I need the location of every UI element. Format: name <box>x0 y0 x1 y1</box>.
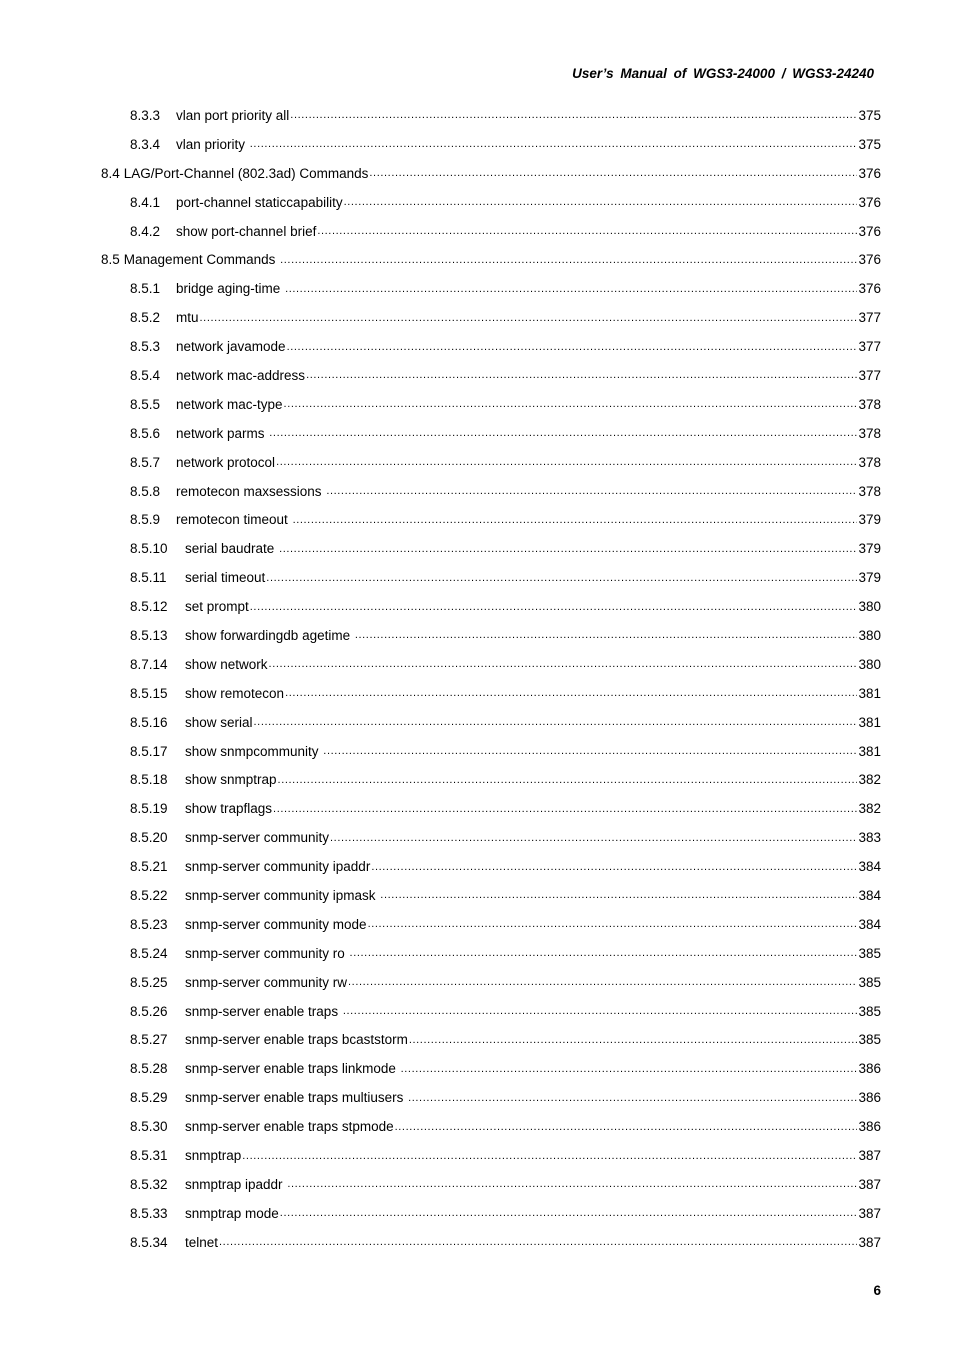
toc-entry-title: snmp-server community ipmask <box>185 887 380 903</box>
toc-dot-leader <box>280 1207 858 1219</box>
toc-entry-number: 8.5.13 <box>130 627 168 643</box>
toc-entry-page: 376 <box>858 194 881 210</box>
toc-entry[interactable] <box>101 390 881 419</box>
toc-entry-title: network parms <box>176 425 269 441</box>
toc-entry[interactable] <box>101 737 881 766</box>
toc-entry-page: 380 <box>858 599 881 615</box>
toc-entry-number: 8.5.23 <box>130 916 168 932</box>
toc-dot-leader <box>280 254 857 266</box>
toc-dot-leader <box>306 369 857 381</box>
toc-entry-page: 378 <box>858 425 881 441</box>
toc-entry[interactable] <box>101 534 881 563</box>
toc-dot-leader <box>285 687 857 699</box>
toc-entry-number: 8.7.14 <box>130 656 168 672</box>
toc-dot-leader <box>326 485 857 497</box>
toc-entry-number: 8.5.4 <box>130 367 161 383</box>
toc-entry[interactable] <box>101 361 881 390</box>
toc-entry-number: 8.4 <box>101 165 120 181</box>
toc-dot-leader <box>273 803 857 815</box>
toc-entry-number: 8.5.26 <box>130 1003 168 1019</box>
toc-dot-leader <box>380 889 857 901</box>
toc-entry-page: 387 <box>858 1148 881 1163</box>
toc-entry[interactable] <box>101 1170 881 1199</box>
toc-entry[interactable] <box>101 101 881 130</box>
toc-entry-page: 376 <box>858 223 881 239</box>
toc-entry-title: Management Commands <box>123 252 280 268</box>
toc-entry[interactable] <box>101 245 881 274</box>
page-number: 6 <box>873 1283 881 1298</box>
toc-entry-number: 8.4.1 <box>130 194 161 210</box>
toc-entry-title: snmptrap mode <box>185 1205 279 1221</box>
toc-dot-leader <box>350 947 858 959</box>
toc-entry-number: 8.5.12 <box>130 599 168 615</box>
toc-entry-page: 376 <box>858 281 881 297</box>
toc-entry-page: 381 <box>858 685 881 701</box>
toc-entry-title: snmp-server community <box>185 830 330 846</box>
toc-entry-title: snmptrap <box>185 1148 242 1163</box>
toc-dot-leader <box>285 283 857 295</box>
toc-dot-leader <box>368 918 858 930</box>
toc-entry-page: 378 <box>858 483 881 499</box>
toc-entry-title: snmp-server enable traps stpmode <box>185 1119 394 1135</box>
toc-entry-page: 384 <box>858 916 881 932</box>
toc-entry-number: 8.5.32 <box>130 1176 168 1192</box>
toc-entry[interactable] <box>101 477 881 506</box>
toc-dot-leader <box>250 138 858 150</box>
toc-dot-leader <box>254 716 858 728</box>
toc-dot-leader <box>219 1236 857 1248</box>
toc-entry-title: serial timeout <box>185 570 266 586</box>
toc-entry[interactable] <box>101 794 881 823</box>
toc-entry-number: 8.5.29 <box>130 1090 168 1106</box>
toc-entry-number: 8.5.31 <box>130 1148 168 1163</box>
toc-entry[interactable] <box>101 823 881 852</box>
toc-entry[interactable] <box>101 505 881 534</box>
toc-entry-number: 8.5.11 <box>130 570 167 586</box>
toc-entry[interactable] <box>101 303 881 332</box>
toc-entry-page: 387 <box>858 1234 881 1250</box>
toc-dot-leader <box>401 1063 858 1075</box>
toc-entry-page: 377 <box>858 339 881 355</box>
toc-entry-title: show snmpcommunity <box>185 743 323 759</box>
toc-dot-leader <box>276 456 857 468</box>
toc-dot-leader <box>408 1092 857 1104</box>
toc-entry-title: serial baudrate <box>185 541 279 557</box>
toc-entry-number: 8.5.8 <box>130 483 161 499</box>
toc-entry-number: 8.5.33 <box>130 1205 168 1221</box>
toc-entry-title: snmp-server community ipaddr <box>185 859 371 875</box>
toc-entry-title: LAG/Port-Channel (802.3ad) Commands <box>123 165 369 181</box>
toc-entry-page: 378 <box>858 396 881 412</box>
toc-entry[interactable] <box>101 997 881 1026</box>
toc-entry-page: 385 <box>858 1003 881 1019</box>
toc-entry-page: 386 <box>858 1061 881 1077</box>
toc-entry-page: 386 <box>858 1119 881 1135</box>
toc-entry-title: set prompt <box>185 599 249 615</box>
toc-entry[interactable] <box>101 159 881 188</box>
toc-dot-leader <box>330 832 857 844</box>
toc-entry-title: snmp-server community ro <box>185 945 349 961</box>
toc-entry-title: show forwardingdb agetime <box>185 627 354 643</box>
toc-entry-title: network mac-type <box>176 396 283 412</box>
toc-entry-title: network mac-address <box>176 367 306 383</box>
toc-dot-leader <box>323 745 857 757</box>
toc-entry-number: 8.5.22 <box>130 887 168 903</box>
toc-entry[interactable] <box>101 592 881 621</box>
toc-entry-title: remotecon maxsessions <box>176 483 326 499</box>
toc-entry-title: bridge aging-time <box>176 281 285 297</box>
toc-entry-page: 385 <box>858 974 881 990</box>
toc-entry[interactable] <box>101 217 881 246</box>
toc-entry-page: 375 <box>858 136 881 152</box>
toc-entry[interactable] <box>101 1199 881 1228</box>
toc-entry[interactable] <box>101 130 881 159</box>
toc-entry[interactable] <box>101 621 881 650</box>
toc-entry[interactable] <box>101 419 881 448</box>
toc-entry[interactable] <box>101 1054 881 1083</box>
toc-entry-number: 8.4.2 <box>130 223 161 239</box>
toc-entry-number: 8.5.21 <box>130 859 168 875</box>
toc-dot-leader <box>250 601 858 613</box>
toc-entry[interactable] <box>101 881 881 910</box>
toc-entry-number: 8.5.28 <box>130 1061 168 1077</box>
toc-entry-title: vlan priority <box>176 136 249 152</box>
toc-entry-title: show trapflags <box>185 801 273 817</box>
toc-dot-leader <box>279 543 857 555</box>
toc-entry-number: 8.5.20 <box>130 830 168 846</box>
toc-entry-title: vlan port priority all <box>176 107 290 123</box>
toc-entry-number: 8.5.5 <box>130 396 161 412</box>
table-of-contents <box>101 101 881 1257</box>
toc-dot-leader <box>287 1178 857 1190</box>
toc-dot-leader <box>355 629 858 641</box>
toc-entry-title: show port-channel brief <box>176 223 317 239</box>
toc-entry-number: 8.5.1 <box>130 281 161 297</box>
toc-entry-number: 8.5.16 <box>130 714 168 730</box>
toc-dot-leader <box>371 861 857 873</box>
toc-entry-page: 382 <box>858 772 881 788</box>
running-header: User’s Manual of WGS3-24000 / WGS3-24240 <box>572 66 874 81</box>
toc-entry[interactable] <box>101 274 881 303</box>
toc-entry-title: show snmptrap <box>185 772 277 788</box>
toc-entry[interactable] <box>101 910 881 939</box>
toc-dot-leader <box>348 976 857 988</box>
toc-entry-page: 382 <box>858 801 881 817</box>
toc-entry-number: 8.5.34 <box>130 1234 168 1250</box>
toc-entry[interactable] <box>101 188 881 217</box>
toc-entry-page: 385 <box>858 945 881 961</box>
toc-entry[interactable] <box>101 1026 881 1055</box>
toc-entry-title: show network <box>185 656 268 672</box>
toc-dot-leader <box>266 572 857 584</box>
toc-entry[interactable] <box>101 968 881 997</box>
toc-entry[interactable] <box>101 939 881 968</box>
toc-entry[interactable] <box>101 332 881 361</box>
toc-entry-page: 377 <box>858 310 881 326</box>
toc-entry-page: 385 <box>858 1032 881 1048</box>
toc-entry-number: 8.5 <box>101 252 120 268</box>
toc-entry[interactable] <box>101 563 881 592</box>
toc-entry-number: 8.3.3 <box>130 107 161 123</box>
toc-entry-title: snmptrap ipaddr <box>185 1176 287 1192</box>
toc-entry-number: 8.5.6 <box>130 425 161 441</box>
toc-entry-page: 378 <box>858 454 881 470</box>
toc-dot-leader <box>290 109 857 121</box>
toc-entry-page: 383 <box>858 830 881 846</box>
toc-dot-leader <box>343 1005 858 1017</box>
toc-dot-leader <box>344 196 858 208</box>
toc-entry-title: snmp-server community mode <box>185 916 367 932</box>
toc-entry-page: 379 <box>858 570 881 586</box>
toc-entry-number: 8.3.4 <box>130 136 161 152</box>
toc-entry-title: mtu <box>176 310 199 326</box>
toc-entry-number: 8.5.19 <box>130 801 168 817</box>
toc-entry-page: 377 <box>858 367 881 383</box>
toc-dot-leader <box>287 341 858 353</box>
toc-dot-leader <box>242 1150 857 1162</box>
toc-entry-title: network protocol <box>176 454 276 470</box>
toc-entry-number: 8.5.30 <box>130 1119 168 1135</box>
toc-dot-leader <box>317 225 857 237</box>
toc-entry[interactable] <box>101 448 881 477</box>
toc-entry-number: 8.5.2 <box>130 310 161 326</box>
toc-entry[interactable] <box>101 1141 881 1170</box>
toc-entry-number: 8.5.17 <box>130 743 168 759</box>
toc-entry-number: 8.5.7 <box>130 454 161 470</box>
toc-entry-title: network javamode <box>176 339 286 355</box>
toc-dot-leader <box>293 514 858 526</box>
toc-entry-number: 8.5.24 <box>130 945 168 961</box>
toc-entry-page: 384 <box>858 887 881 903</box>
toc-entry-title: snmp-server community rw <box>185 974 348 990</box>
toc-entry-page: 379 <box>858 541 881 557</box>
toc-dot-leader <box>269 658 858 670</box>
toc-entry[interactable] <box>101 1083 881 1112</box>
toc-entry-number: 8.5.15 <box>130 685 168 701</box>
toc-entry-title: snmp-server enable traps linkmode <box>185 1061 400 1077</box>
toc-entry[interactable] <box>101 1228 881 1257</box>
toc-entry-title: snmp-server enable traps <box>185 1003 342 1019</box>
toc-entry[interactable] <box>101 708 881 737</box>
toc-entry[interactable] <box>101 765 881 794</box>
toc-entry-title: telnet <box>185 1234 219 1250</box>
toc-entry-title: show remotecon <box>185 685 285 701</box>
toc-dot-leader <box>409 1034 858 1046</box>
toc-entry[interactable] <box>101 1112 881 1141</box>
toc-entry-number: 8.5.10 <box>130 541 168 557</box>
toc-entry-title: show serial <box>185 714 253 730</box>
toc-entry-title: snmp-server enable traps multiusers <box>185 1090 408 1106</box>
toc-entry[interactable] <box>101 679 881 708</box>
toc-entry-page: 387 <box>858 1205 881 1221</box>
toc-entry-page: 380 <box>858 656 881 672</box>
toc-entry-page: 381 <box>858 714 881 730</box>
toc-entry-page: 384 <box>858 859 881 875</box>
toc-dot-leader <box>278 774 858 786</box>
toc-entry-page: 379 <box>858 512 881 528</box>
toc-entry-page: 387 <box>858 1176 881 1192</box>
toc-entry[interactable] <box>101 650 881 679</box>
toc-entry-page: 381 <box>858 743 881 759</box>
toc-dot-leader <box>369 167 857 179</box>
toc-entry-title: remotecon timeout <box>176 512 292 528</box>
toc-entry-number: 8.5.25 <box>130 974 168 990</box>
toc-entry-number: 8.5.9 <box>130 512 161 528</box>
toc-entry-number: 8.5.18 <box>130 772 168 788</box>
toc-entry-page: 380 <box>858 627 881 643</box>
toc-entry-page: 376 <box>858 165 881 181</box>
toc-dot-leader <box>395 1121 858 1133</box>
toc-dot-leader <box>200 312 858 324</box>
toc-dot-leader <box>284 398 858 410</box>
toc-entry-number: 8.5.3 <box>130 339 161 355</box>
toc-entry-title: snmp-server enable traps bcaststorm <box>185 1032 408 1048</box>
toc-entry-title: port-channel staticcapability <box>176 194 343 210</box>
toc-entry-number: 8.5.27 <box>130 1032 168 1048</box>
toc-dot-leader <box>269 427 857 439</box>
toc-entry-page: 376 <box>858 252 881 268</box>
toc-entry-page: 386 <box>858 1090 881 1106</box>
toc-entry[interactable] <box>101 852 881 881</box>
toc-entry-page: 375 <box>858 107 881 123</box>
